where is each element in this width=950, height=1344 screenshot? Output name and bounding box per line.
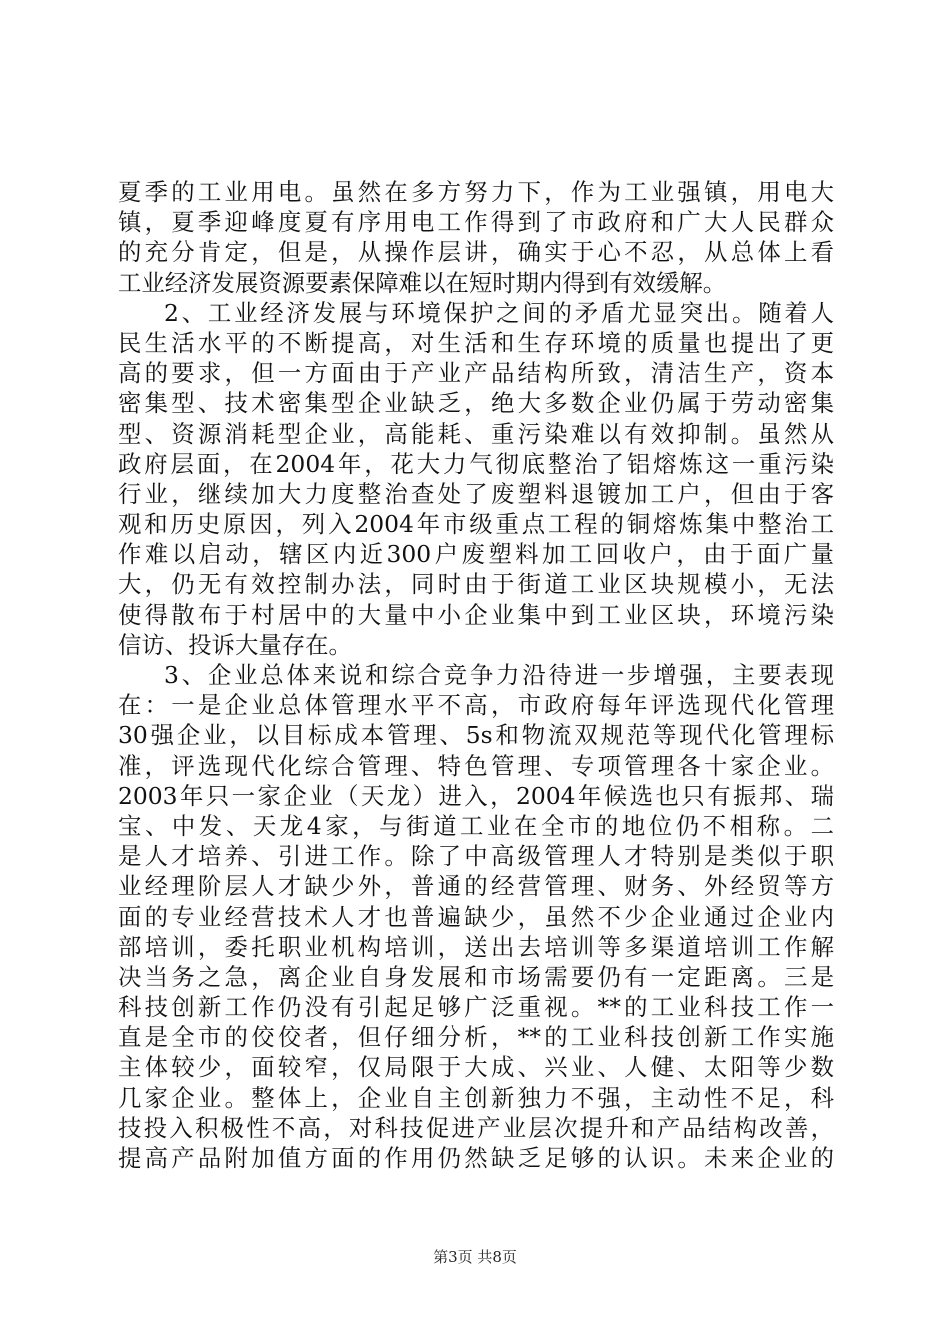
text-line: 民生活水平的不断提高，对生活和生存环境的质量也提出了更: [118, 328, 834, 357]
paragraph-3-first-line: 3、企业总体来说和综合竞争力沿待进一步增强，主要表现: [164, 661, 834, 689]
text-line: 决当务之急，离企业自身发展和市场需要仍有一定距离。三是: [118, 962, 834, 991]
text-line: 30强企业，以目标成本管理、5s和物流双规范等现代化管理标: [118, 721, 834, 750]
text-line: 技投入积极性不高，对科技促进产业层次提升和产品结构改善，: [118, 1113, 834, 1142]
text-line: 的充分肯定，但是，从操作层讲，确实于心不忍，从总体上看: [118, 238, 834, 267]
text-line: 部培训，委托职业机构培训，送出去培训等多渠道培训工作解: [118, 932, 834, 961]
paragraph-2-first-line: 2、工业经济发展与环境保护之间的矛盾尤显突出。随着人: [164, 298, 834, 327]
text-line: 面的专业经营技术人才也普遍缺少，虽然不少企业通过企业内: [118, 902, 834, 931]
text-line: 大，仍无有效控制办法，同时由于街道工业区块规模小，无法: [118, 570, 834, 599]
text-line: 作难以启动，辖区内近300户废塑料加工回收户，由于面广量: [118, 540, 834, 569]
text-line: 工业经济发展资源要素保障难以在短时期内得到有效缓解。: [118, 268, 727, 297]
text-line: 直是全市的佼佼者，但仔细分析，**的工业科技创新工作实施: [118, 1023, 834, 1052]
text-line: 型、资源消耗型企业，高能耗、重污染难以有效抑制。虽然从: [118, 419, 834, 448]
page-footer: [0, 1246, 950, 1267]
text-line: 观和历史原因，列入2004年市级重点工程的铜熔炼集中整治工: [118, 510, 834, 539]
text-line: 几家企业。整体上，企业自主创新独力不强，主动性不足，科: [118, 1083, 834, 1112]
text-line: 提高产品附加值方面的作用仍然缺乏足够的认识。未来企业的: [118, 1144, 834, 1172]
text-line: 准，评选现代化综合管理、特色管理、专项管理各十家企业。: [118, 751, 834, 780]
text-line: 科技创新工作仍没有引起足够广泛重视。**的工业科技工作一: [118, 993, 834, 1022]
text-line: 信访、投诉大量存在。: [118, 630, 352, 659]
text-line: 在：一是企业总体管理水平不高，市政府每年评选现代化管理: [118, 691, 834, 720]
text-line: 2003年只一家企业（天龙）进入，2004年候选也只有振邦、瑞: [118, 781, 834, 810]
text-line: 行业，继续加大力度整治查处了废塑料退镀加工户，但由于客: [118, 479, 834, 508]
text-line: 夏季的工业用电。虽然在多方努力下，作为工业强镇，用电大: [118, 178, 834, 206]
text-line: 主体较少，面较窄，仅局限于大成、兴业、人健、太阳等少数: [118, 1053, 834, 1082]
text-line: 业经理阶层人才缺少外，普通的经营管理、财务、外经贸等方: [118, 872, 834, 901]
text-line: 宝、中发、天龙4家，与街道工业在全市的地位仍不相称。二: [118, 811, 834, 840]
text-line: 政府层面，在2004年，花大力气彻底整治了铝熔炼这一重污染: [118, 449, 834, 478]
text-line: 是人才培养、引进工作。除了中高级管理人才特别是类似于职: [118, 842, 834, 871]
text-line: 使得散布于村居中的大量中小企业集中到工业区块，环境污染: [118, 600, 834, 629]
text-line: 高的要求，但一方面由于产业产品结构所致，清洁生产，资本: [118, 359, 834, 388]
body-text: [118, 177, 834, 1173]
page-number-label: 第3页 共8页: [433, 1248, 517, 1266]
text-line: 镇，夏季迎峰度夏有序用电工作得到了市政府和广大人民群众: [118, 208, 834, 237]
text-line: 密集型、技术密集型企业缺乏，绝大多数企业仍属于劳动密集: [118, 389, 834, 418]
